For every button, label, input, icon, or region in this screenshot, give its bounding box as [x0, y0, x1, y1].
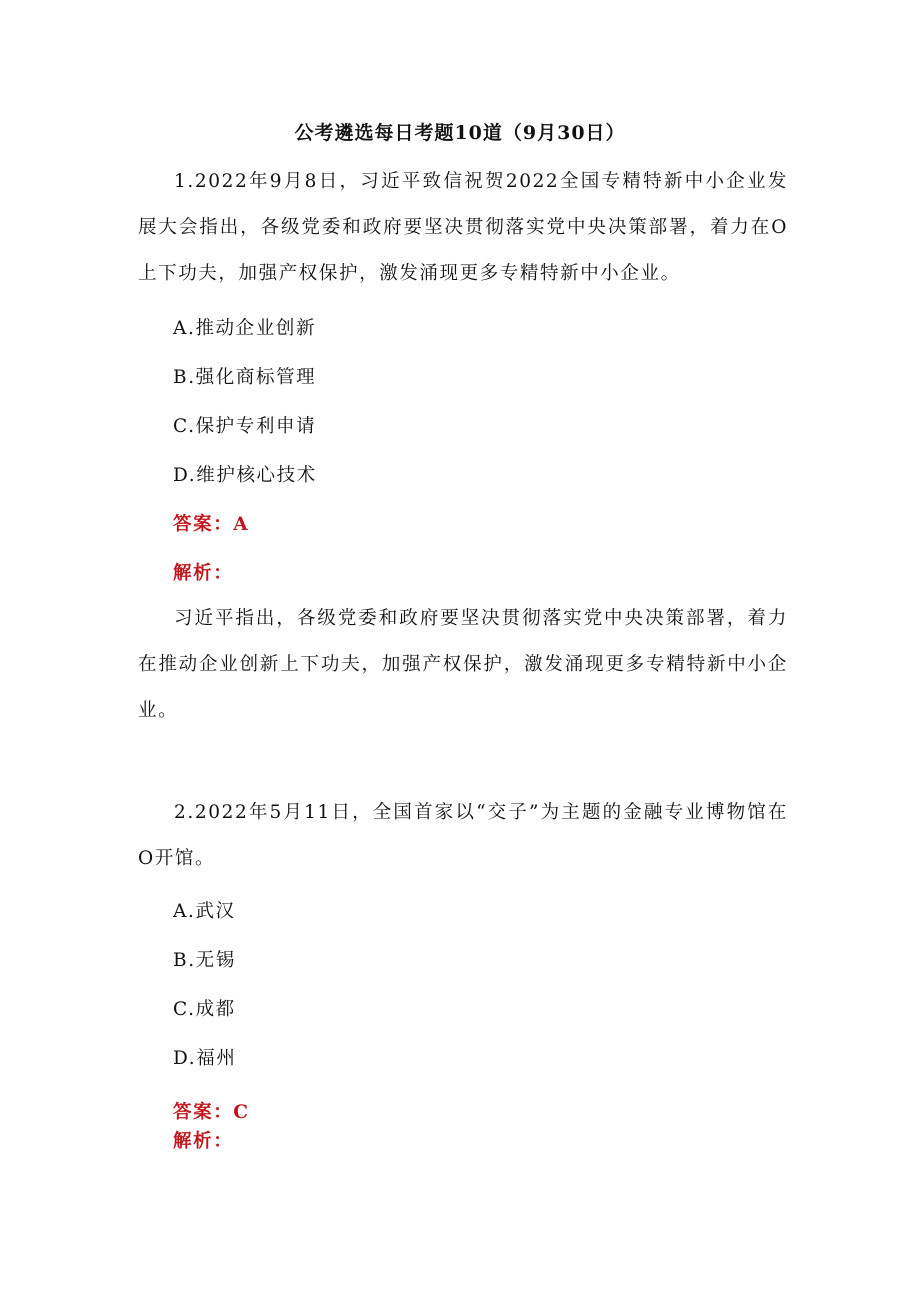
question-2-option-c: C.成都: [173, 999, 236, 1020]
question-2-analysis-label: 解析：: [173, 1131, 234, 1152]
question-1-analysis: 习近平指出，各级党委和政府要坚决贯彻落实党中央决策部署，着力在推动企业创新上下功夫，加强产权保护，激发涌现更多专精特新中小企业。: [138, 608, 788, 721]
question-1-answer: 答案：A: [173, 514, 250, 535]
question-2-answer: 答案：C: [173, 1102, 250, 1123]
question-2-stem: 2.2022年5月11日，全国首家以“交子”为主题的金融专业博物馆在O开馆。: [138, 802, 788, 869]
question-1-option-d: D.维护核心技术: [173, 465, 317, 486]
question-1-option-c: C.保护专利申请: [173, 416, 317, 437]
question-2-option-b: B.无锡: [173, 950, 236, 971]
question-1-option-b: B.强化商标管理: [173, 367, 317, 388]
question-2-option-d: D.福州: [173, 1048, 237, 1069]
question-1-stem: 1.2022年9月8日，习近平致信祝贺2022全国专精特新中小企业发展大会指出，各级党委和政府要坚决贯彻落实党中央决策部署，着力在O上下功夫，加强产权保护，激发涌现更多专精特新中小企业。: [138, 171, 788, 284]
document-title: 公考遴选每日考题10道（9月30日）: [294, 122, 626, 144]
question-1-option-a: A.推动企业创新: [173, 318, 317, 339]
question-2-option-a: A.武汉: [173, 901, 236, 922]
question-1-analysis-label: 解析：: [173, 563, 234, 584]
